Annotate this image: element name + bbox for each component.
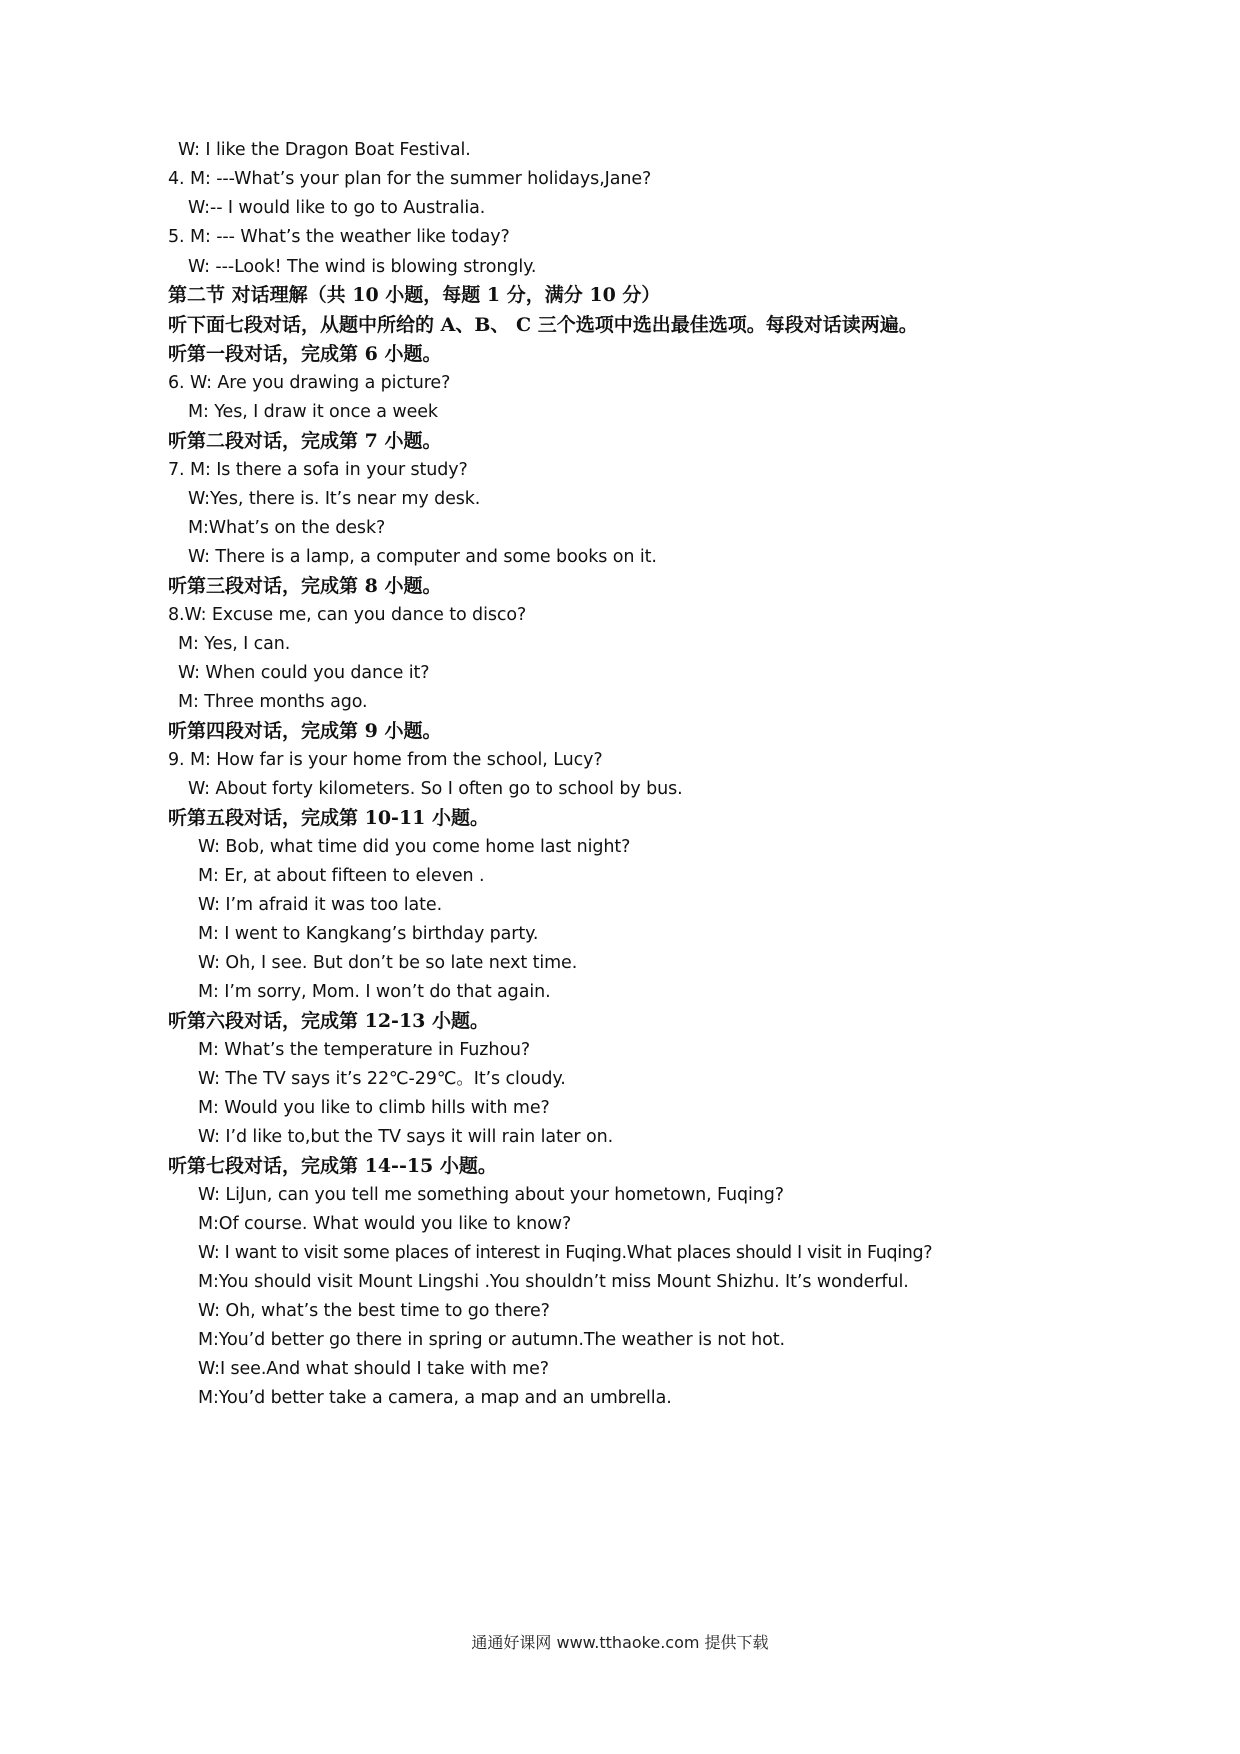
transcript-line: 6. W: Are you drawing a picture? xyxy=(168,373,451,393)
transcript-line: M: Three months ago. xyxy=(178,692,368,712)
transcript-line: 7. M: Is there a sofa in your study? xyxy=(168,460,468,480)
transcript-line: 8.W: Excuse me, can you dance to disco? xyxy=(168,605,527,625)
transcript-line: M: Would you like to climb hills with me? xyxy=(198,1098,550,1118)
dialogue-heading: 听第三段对话，完成第 8 小题。 xyxy=(168,575,442,597)
transcript-line: W: I want to visit some places of interest in Fuqing.What places should I visit in Fuqing? xyxy=(198,1243,933,1263)
transcript-line: W: I’m afraid it was too late. xyxy=(198,895,443,915)
dialogue-heading: 听第六段对话，完成第 12-13 小题。 xyxy=(168,1010,489,1032)
transcript-line: M:What’s on the desk? xyxy=(188,518,386,538)
transcript-line: W: There is a lamp, a computer and some books on it. xyxy=(188,547,657,567)
transcript-line: W: I’d like to,but the TV says it will rain later on. xyxy=(198,1127,614,1147)
transcript-line: W:Yes, there is. It’s near my desk. xyxy=(188,489,481,509)
transcript-line: W: About forty kilometers. So I often go to school by bus. xyxy=(188,779,683,799)
transcript-line: 5. M: --- What’s the weather like today? xyxy=(168,227,510,247)
section-heading: 第二节 对话理解（共 10 小题，每题 1 分，满分 10 分） xyxy=(168,284,661,306)
transcript-line: M:You’d better take a camera, a map and an umbrella. xyxy=(198,1388,672,1408)
transcript-line: W:I see.And what should I take with me? xyxy=(198,1359,549,1379)
dialogue-heading: 听第七段对话，完成第 14--15 小题。 xyxy=(168,1155,497,1177)
dialogue-heading: 听第二段对话，完成第 7 小题。 xyxy=(168,430,442,452)
transcript-line: W: Oh, what’s the best time to go there? xyxy=(198,1301,550,1321)
transcript-line: W:-- I would like to go to Australia. xyxy=(188,198,486,218)
transcript-line: M:You’d better go there in spring or autumn.The weather is not hot. xyxy=(198,1330,785,1350)
transcript-line: W: ---Look! The wind is blowing strongly. xyxy=(188,257,537,277)
page-footer: 通通好课网 www.tthaoke.com 提供下载 xyxy=(471,1633,769,1652)
transcript-line: W: When could you dance it? xyxy=(178,663,430,683)
transcript-line: M: I went to Kangkang’s birthday party. xyxy=(198,924,539,944)
transcript-line: M: What’s the temperature in Fuzhou? xyxy=(198,1040,531,1060)
transcript-line: M: Er, at about fifteen to eleven . xyxy=(198,866,485,886)
transcript-line: M:You should visit Mount Lingshi .You shouldn’t miss Mount Shizhu. It’s wonderful. xyxy=(198,1272,909,1292)
transcript-line: 4. M: ---What’s your plan for the summer holidays,Jane? xyxy=(168,169,652,189)
transcript-line: W: I like the Dragon Boat Festival. xyxy=(178,140,471,160)
dialogue-heading: 听第一段对话，完成第 6 小题。 xyxy=(168,343,442,365)
transcript-line: W: LiJun, can you tell me something about your hometown, Fuqing? xyxy=(198,1185,784,1205)
transcript-line: W: The TV says it’s 22℃-29℃。It’s cloudy. xyxy=(198,1069,566,1089)
transcript-line: M: I’m sorry, Mom. I won’t do that again. xyxy=(198,982,551,1002)
transcript-line: W: Oh, I see. But don’t be so late next time. xyxy=(198,953,578,973)
transcript-line: M: Yes, I can. xyxy=(178,634,291,654)
dialogue-heading: 听第五段对话，完成第 10-11 小题。 xyxy=(168,807,489,829)
transcript-line: M:Of course. What would you like to know? xyxy=(198,1214,572,1234)
dialogue-heading: 听第四段对话，完成第 9 小题。 xyxy=(168,720,442,742)
section-instruction: 听下面七段对话，从题中所给的 A、B、 C 三个选项中选出最佳选项。每段对话读两遍。 xyxy=(168,314,918,336)
transcript-line: M: Yes, I draw it once a week xyxy=(188,402,438,422)
transcript-line: 9. M: How far is your home from the school, Lucy? xyxy=(168,750,603,770)
transcript-line: W: Bob, what time did you come home last night? xyxy=(198,837,631,857)
